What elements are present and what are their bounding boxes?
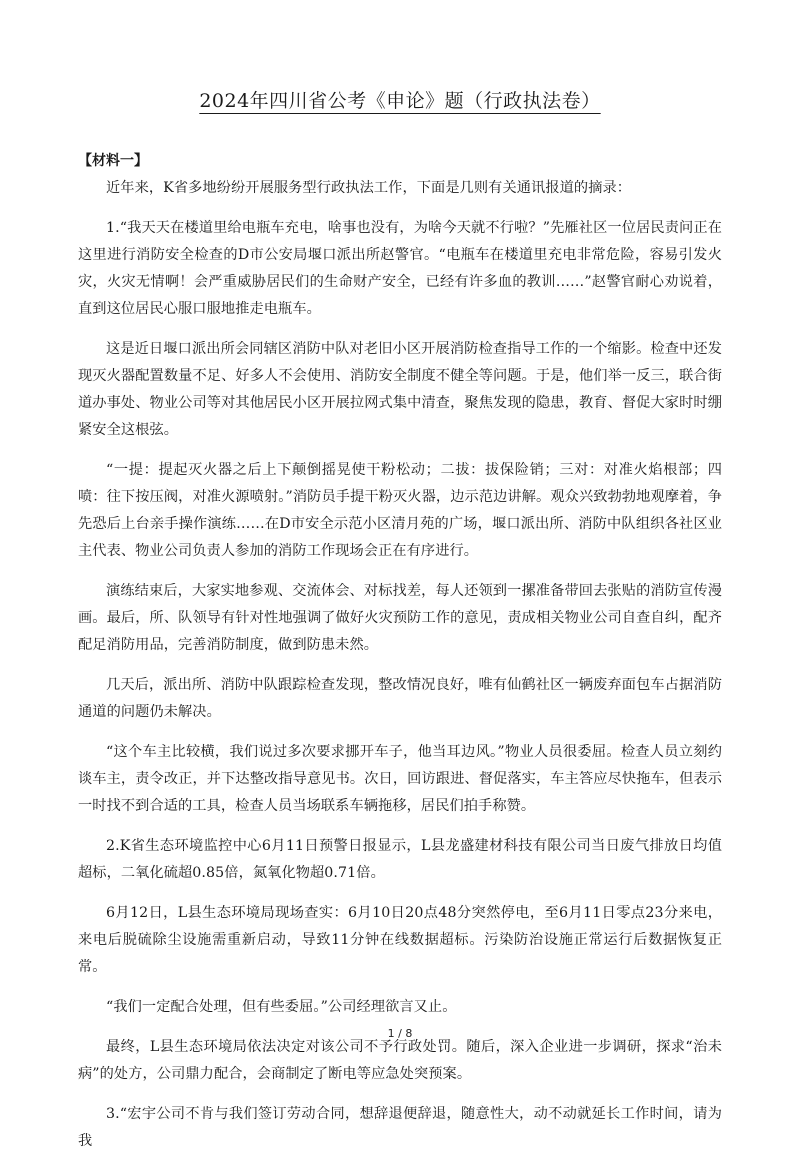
paragraph: 1.“我天天在楼道里给电瓶车充电，啥事也没有，为啥今天就不行啦？”先雁社区一位居民责问正在这里进行消防安全检查的D市公安局堰口派出所赵警官。“电瓶车在楼道里充电非常危险，容易引发火灾，火灾无情啊！会严重威胁居民们的生命财产安全，已经有许多血的教训……”赵警官耐心劝说着，直到这位居民心服口服地推走电瓶车。 — [78, 220, 722, 317]
paragraph: 6月12日，L县生态环境局现场查实：6月10日20点48分突然停电，至6月11日零点23分来电，来电后脱硫除尘设施需重新启动，导致11分钟在线数据超标。污染防治设施正常运行后数据恢复正常。 — [78, 905, 722, 975]
section-label: 【材料一】 — [78, 153, 148, 169]
paragraph: 几天后，派出所、消防中队跟踪检查发现，整改情况良好，唯有仙鹤社区一辆废弃面包车占据消防通道的问题仍未解决。 — [78, 677, 722, 720]
paragraph: 2.K省生态环境监控中心6月11日预警日报显示，L县龙盛建材科技有限公司当日废气排放日均值超标，二氧化硫超0.85倍，氮氧化物超0.71倍。 — [78, 838, 722, 881]
paragraph: “这个车主比较横，我们说过多次要求挪开车子，他当耳边风。”物业人员很委屈。检查人员立刻约谈车主，责令改正，并下达整改指导意见书。次日，回访跟进、督促落实，车主答应尽快拖车，但表示一时找不到合适的工具，检查人员当场联系车辆拖移，居民们拍手称赞。 — [78, 744, 722, 814]
paragraph: 这是近日堰口派出所会同辖区消防中队对老旧小区开展消防检查指导工作的一个缩影。检查中还发现灭火器配置数量不足、好多人不会使用、消防安全制度不健全等问题。于是，他们举一反三，联合街道办事处、物业公司等对其他居民小区开展拉网式集中清查，聚焦发现的隐患，教育、督促大家时时绷紧安全这根弦。 — [78, 341, 722, 438]
document-title: 2024年四川省公考《申论》题（行政执法卷） — [199, 90, 601, 112]
paragraph: 3.“宏宇公司不肯与我们签订劳动合同，想辞退便辞退，随意性大，动不动就延长工作时间，请为我 — [78, 1106, 722, 1149]
paragraph: 近年来，K省多地纷纷开展服务型行政执法工作，下面是几则有关通讯报道的摘录： — [106, 180, 632, 196]
paragraph: 演练结束后，大家实地参观、交流体会、对标找差，每人还领到一摞准备带回去张贴的消防宣传漫画。最后，所、队领导有针对性地强调了做好火灾预防工作的意见，责成相关物业公司自查自纠，配齐配足消防用品，完善消防制度，做到防患未然。 — [78, 583, 722, 653]
paragraph: “我们一定配合处理，但有些委屈。”公司经理欲言又止。 — [106, 999, 457, 1015]
paragraph: “一提：提起灭火器之后上下颠倒摇晃使干粉松动；二拔：拔保险销；三对：对准火焰根部；四喷：往下按压阀，对准火源喷射。”消防员手提干粉灭火器，边示范边讲解。观众兴致勃勃地观摩着，争先恐后上台亲手操作演练……在D市安全示范小区清月苑的广场，堰口派出所、消防中队组织各社区业主代表、物业公司负责人参加的消防工作现场会正在有序进行。 — [78, 462, 722, 559]
paragraph: 最终，L县生态环境局依法决定对该公司不予行政处罚。随后，深入企业进一步调研，探求“治未病”的处方，公司鼎力配合，会商制定了断电等应急处突预案。 — [78, 1039, 722, 1082]
page-number: 1 / 8 — [387, 1027, 413, 1040]
document-body — [78, 175, 722, 1155]
